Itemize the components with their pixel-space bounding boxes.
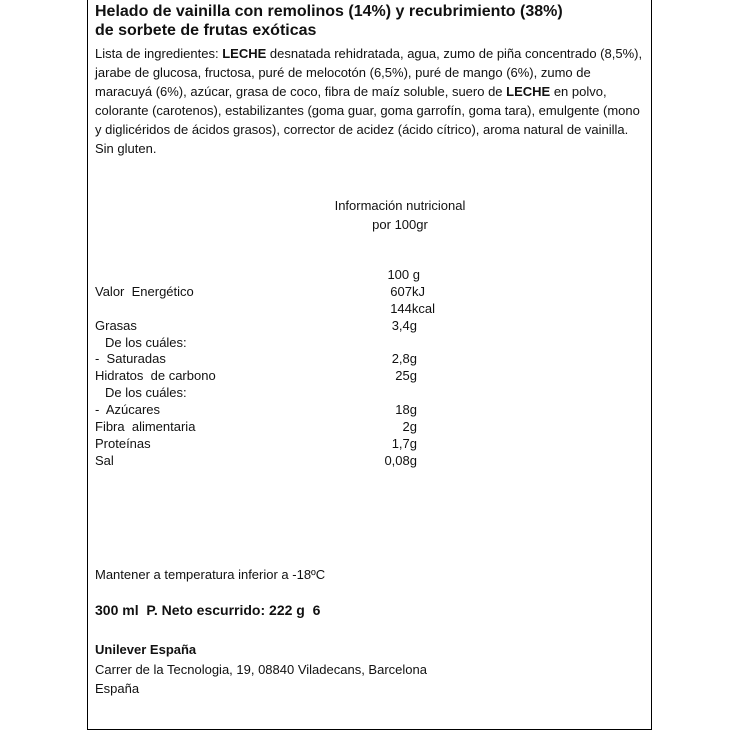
- carbs-value: 25g: [395, 368, 417, 383]
- ingredients-text-1: Lista de ingredientes:: [95, 46, 223, 61]
- fat-label: Grasas: [95, 318, 137, 333]
- allergen-milk-1: LECHE: [222, 46, 267, 61]
- saturated-value: 2,8g: [391, 351, 417, 366]
- sugars-value: 18g: [395, 402, 417, 417]
- energy-label: Valor Energético: [95, 284, 194, 299]
- carbs-label: Hidratos de carbono: [95, 368, 216, 383]
- allergen-milk-2: LECHE: [506, 84, 551, 99]
- protein-value: 1,7g: [391, 436, 417, 451]
- fibre-label: Fibra alimentaria: [95, 419, 196, 434]
- company-address: Carrer de la Tecnologia, 19, 08840 Viladecans, Barcelona: [95, 662, 427, 677]
- salt-label: Sal: [95, 453, 114, 468]
- storage-instructions: Mantener a temperatura inferior a -18ºC: [95, 567, 326, 582]
- title-line-2: de sorbete de frutas exóticas: [95, 22, 317, 39]
- ingredients-text-2: desnatada rehidratada, agua, zumo de piña concentrado (8,5%), jarabe de glucosa, fructosa, puré de melocotón (6,5%), puré de mango (6%), zumo de maracuyá (6%), azúcar, grasa de coco, fibra de maíz soluble, suero de: [95, 46, 643, 99]
- title-line-1: Helado de vainilla con remolinos (14%) y recubrimiento (38%): [95, 3, 563, 20]
- fat-value: 3,4g: [391, 318, 417, 333]
- energy-kj: 607kJ: [390, 284, 425, 299]
- fibre-value: 2g: [402, 419, 417, 434]
- salt-value: 0,08g: [384, 453, 417, 468]
- of-which-label-1: De los cuáles:: [105, 335, 187, 350]
- column-header: 100 g: [387, 267, 420, 282]
- protein-label: Proteínas: [95, 436, 151, 451]
- ingredients-list: [95, 44, 645, 158]
- net-quantity: 300 ml P. Neto escurrido: 222 g 6: [95, 602, 321, 618]
- of-which-label-2: De los cuáles:: [105, 385, 187, 400]
- saturated-label: - Saturadas: [95, 351, 166, 366]
- sugars-label: - Azúcares: [95, 402, 161, 417]
- company-name: Unilever España: [95, 642, 197, 657]
- product-title: [95, 2, 655, 40]
- energy-kcal: 144kcal: [390, 301, 435, 316]
- company-country: España: [95, 681, 140, 696]
- nutrition-heading: [300, 196, 500, 234]
- nutrition-title: Información nutricional: [334, 198, 466, 213]
- ingredients-text-3: en polvo, colorante (carotenos), estabilizantes (goma guar, goma garrofín, goma tara), emulgente (mono y diglicéridos de ácidos grasos), corrector de acidez (ácido cítrico), aroma natural de vainilla. Sin gluten.: [95, 84, 640, 156]
- nutrition-per: por 100gr: [372, 217, 428, 232]
